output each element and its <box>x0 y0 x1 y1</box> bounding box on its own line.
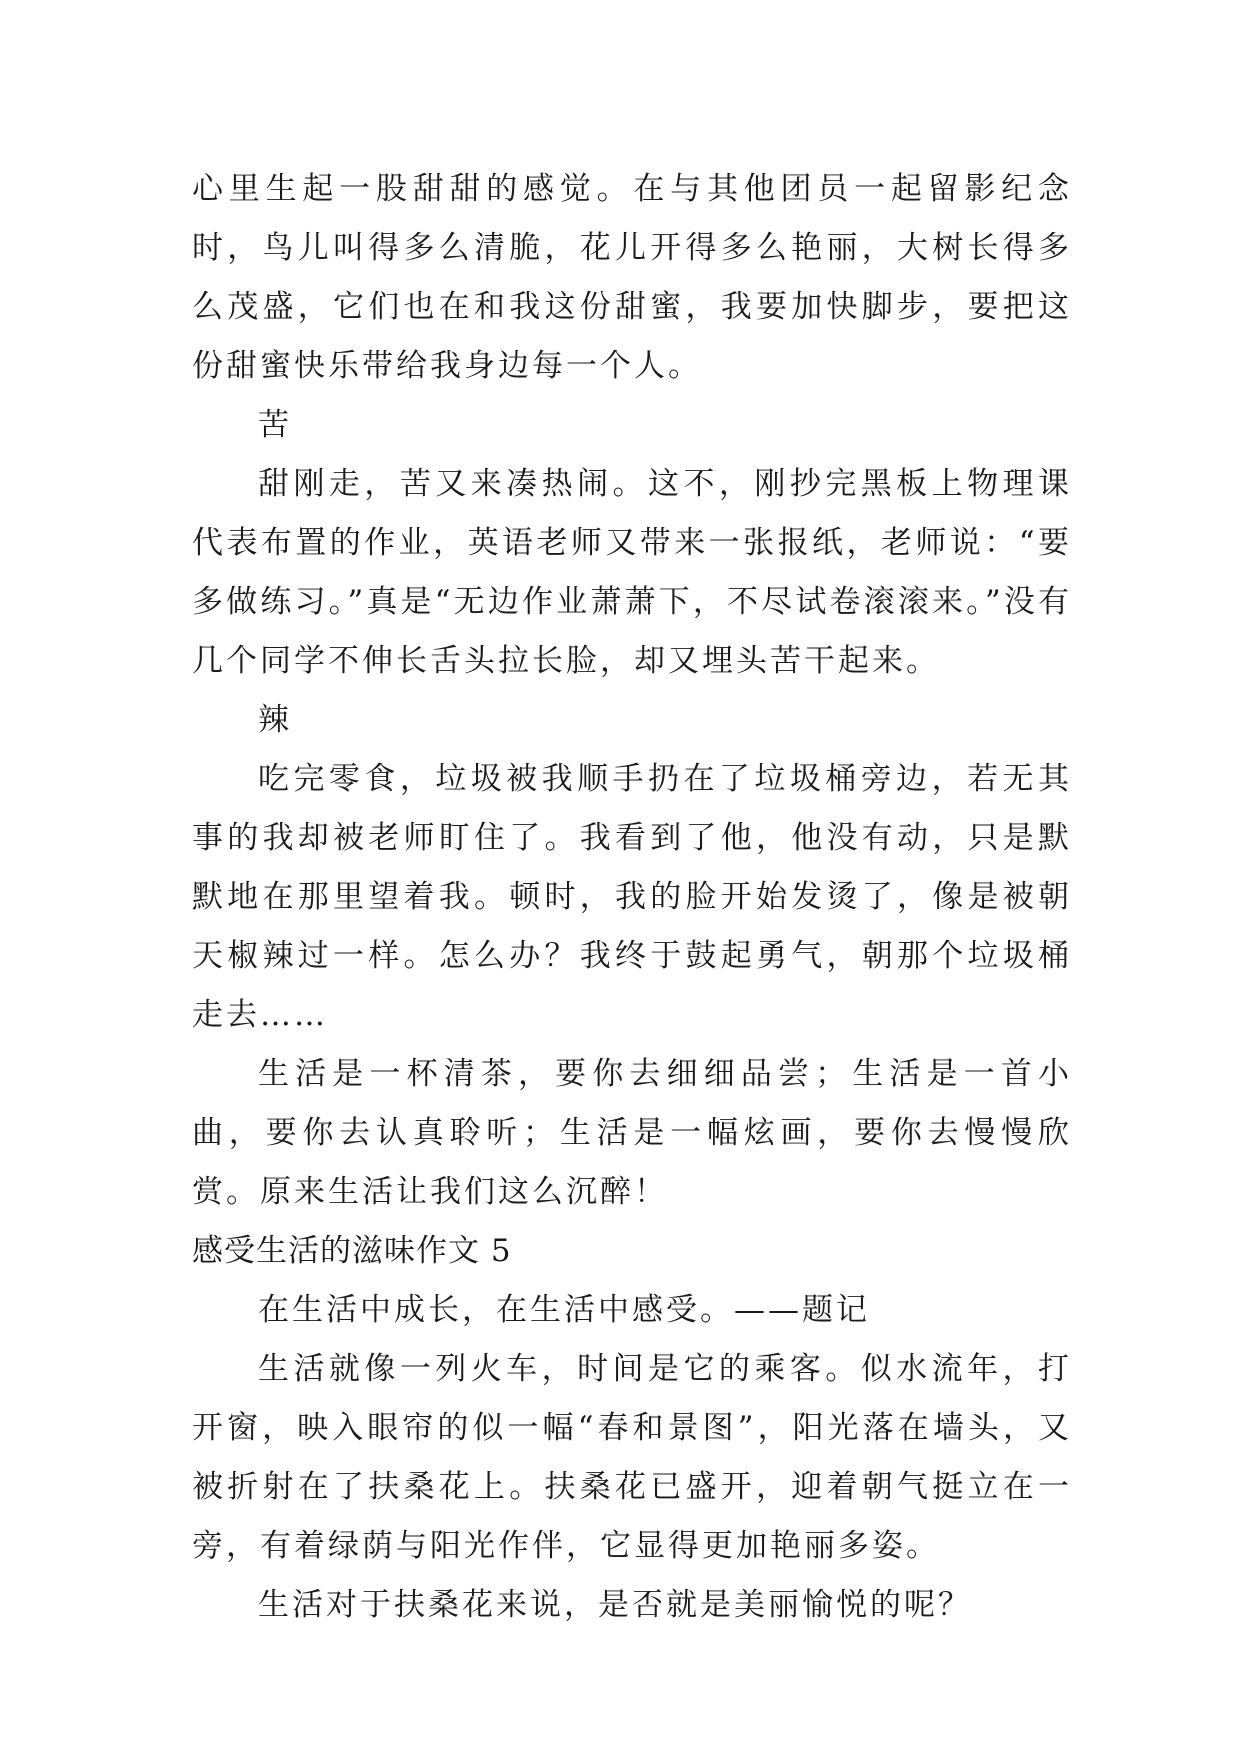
document-body <box>192 160 1072 1635</box>
essay-title: 感受生活的滋味作文 5 <box>192 1233 512 1269</box>
paragraph-la: 吃完零食，垃圾被我顺手扔在了垃圾桶旁边，若无其事的我却被老师盯住了。我看到了他，他没有动，只是默默地在那里望着我。顿时，我的脸开始发烫了，像是被朝天椒辣过一样。怎么办？我终于鼓起勇气，朝那个垃圾桶走去…… <box>192 761 1072 1033</box>
paragraph-continuation: 心里生起一股甜甜的感觉。在与其他团员一起留影纪念时，鸟儿叫得多么清脆，花儿开得多么艳丽，大树长得多么茂盛，它们也在和我这份甜蜜，我要加快脚步，要把这份甜蜜快乐带给我身边每一个人。 <box>192 171 1072 384</box>
section-heading-ku: 苦 <box>258 407 292 443</box>
section-heading-la: 辣 <box>258 702 292 738</box>
paragraph-conclusion: 生活是一杯清茶，要你去细细品尝；生活是一首小曲，要你去认真聆听；生活是一幅炫画，要你去慢慢欣赏。原来生活让我们这么沉醉！ <box>192 1056 1072 1210</box>
paragraph-ku: 甜刚走，苦又来凑热闹。这不，刚抄完黑板上物理课代表布置的作业，英语老师又带来一张报纸，老师说：“要多做练习。”真是“无边作业萧萧下，不尽试卷滚滚来。”没有几个同学不伸长舌头拉长脸，却又埋头苦干起来。 <box>192 466 1072 679</box>
paragraph-question: 生活对于扶桑花来说，是否就是美丽愉悦的呢？ <box>258 1587 972 1623</box>
paragraph-train: 生活就像一列火车，时间是它的乘客。似水流年，打开窗，映入眼帘的似一幅“春和景图”，阳光落在墙头，又被折射在了扶桑花上。扶桑花已盛开，迎着朝气挺立在一旁，有着绿荫与阳光作伴，它显得更加艳丽多姿。 <box>192 1351 1072 1564</box>
epigraph: 在生活中成长，在生活中感受。——题记 <box>258 1292 870 1328</box>
